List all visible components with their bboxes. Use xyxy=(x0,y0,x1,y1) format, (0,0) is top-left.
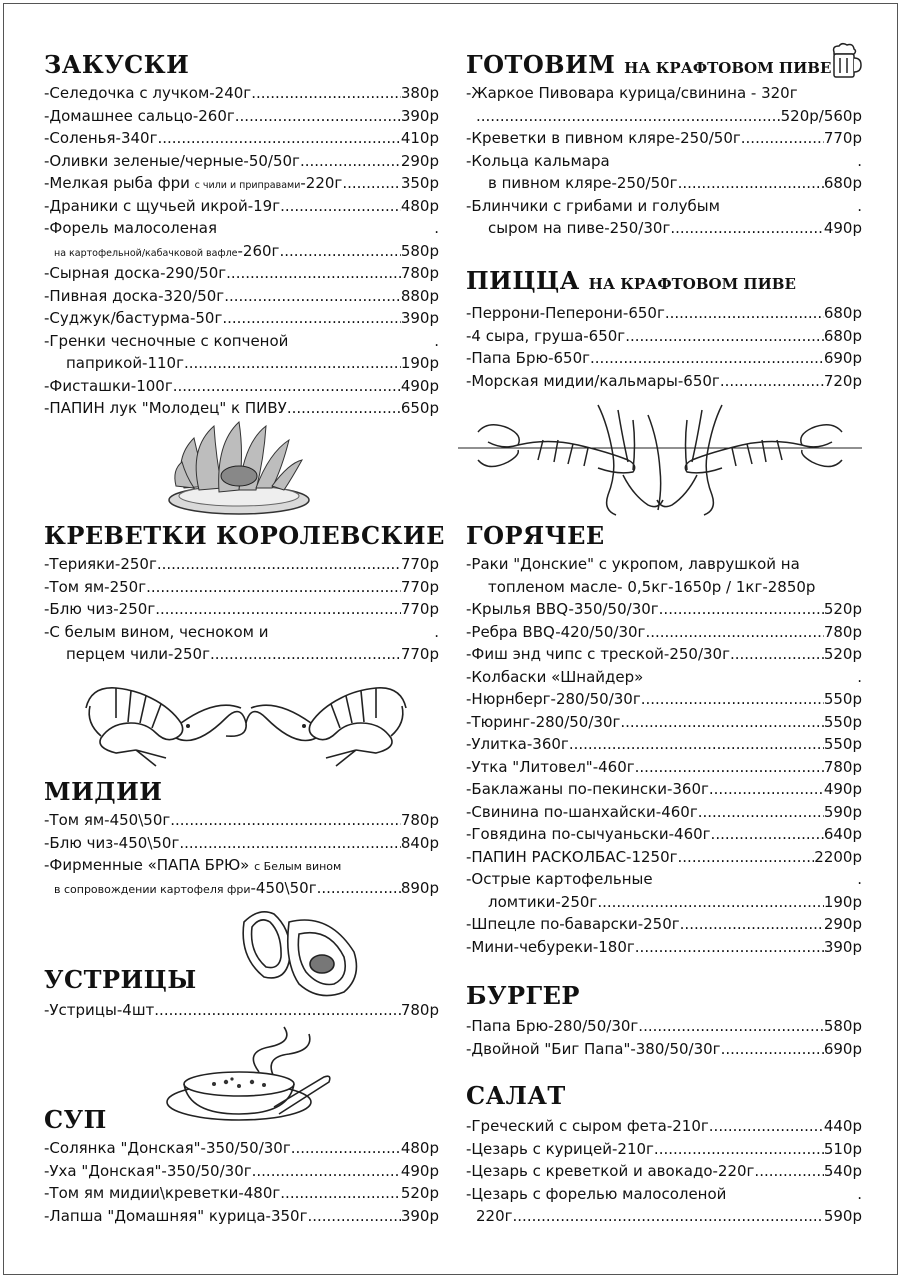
menu-item: -Тюринг-280/50/30г ..... 550р xyxy=(466,711,862,734)
menu-item: -Солянка "Донская"-350/50/30г ..... 480р xyxy=(44,1137,439,1160)
crayfish-icon xyxy=(458,400,862,518)
menu-item: -Колбаски «Шнайдер» . xyxy=(466,667,862,686)
section-ustritsy xyxy=(44,965,439,1022)
menu-item: -Блинчики с грибами и голубым . xyxy=(466,196,862,215)
menu-item: -Фисташки-100г ..... 490р xyxy=(44,375,439,398)
menu-item: -Оливки зеленые/черные-50/50г ..... 290р xyxy=(44,150,439,173)
menu-item: -Улитка-360г ..... 550р xyxy=(466,733,862,756)
menu-item: -Кольца кальмара . xyxy=(466,151,862,170)
menu-item: в сопровождении картофеля фри-450\50г ..... 890р xyxy=(44,877,439,900)
menu-item: -Блю чиз-450\50г ..... 840р xyxy=(44,832,439,855)
menu-item: -Цезарь с форелью малосоленой . xyxy=(466,1184,862,1203)
menu-item: -Фирменные «ПАПА БРЮ» с Белым вином xyxy=(44,856,342,874)
menu-item: ломтики-250г ..... 190р xyxy=(466,891,862,914)
section-title: УСТРИЦЫ xyxy=(44,965,197,994)
menu-item: -Баклажаны по-пекински-360г ..... 490р xyxy=(466,778,862,801)
menu-item: -Греческий с сыром фета-210г ..... 440р xyxy=(466,1115,862,1138)
menu-item: -Терияки-250г ..... 770р xyxy=(44,553,439,576)
section-title: БУРГЕР xyxy=(466,981,580,1010)
menu-item: -4 сыра, груша-650г ..... 680р xyxy=(466,325,862,348)
section-goryachee xyxy=(466,521,862,958)
section-gotovim xyxy=(466,50,862,240)
menu-item: -ПАПИН РАСКОЛБАС-1250г ..... 2200р xyxy=(466,846,862,869)
menu-item: -Острые картофельные . xyxy=(466,870,862,888)
menu-item: паприкой-110г ..... 190р xyxy=(44,352,439,375)
menu-item: -Утка "Литовел"-460г ..... 780р xyxy=(466,756,862,779)
menu-item: 220г ..... 590р xyxy=(466,1205,862,1228)
menu-item: топленом масле- 0,5кг-1650р / 1кг-2850р xyxy=(488,577,816,596)
menu-item: -Селедочка с лучком-240г ..... 380р xyxy=(44,82,439,105)
beer-mug-icon xyxy=(830,42,862,80)
section-title: СУП xyxy=(44,1105,107,1134)
menu-item: сыром на пиве-250/30г ..... 490р xyxy=(466,217,862,240)
menu-item: -Фиш энд чипс с треской-250/30г ..... 520р xyxy=(466,643,862,666)
menu-item: -Драники с щучьей икрой-19г ..... 480р xyxy=(44,195,439,218)
section-midii xyxy=(44,777,439,899)
section-zakuski xyxy=(44,50,439,420)
menu-item: -Домашнее сальцо-260г ..... 390р xyxy=(44,105,439,128)
menu-item: -Форель малосоленая . xyxy=(44,219,439,237)
bloomin-onion-icon xyxy=(164,418,314,518)
menu-item: -Блю чиз-250г ..... 770р xyxy=(44,598,439,621)
menu-item: -Двойной "Биг Папа"-380/50/30г ..... 690р xyxy=(466,1038,862,1061)
section-krevetki xyxy=(44,521,445,666)
menu-item: -Устрицы-4шт ..... 780р xyxy=(44,999,439,1022)
section-title: КРЕВЕТКИ КОРОЛЕВСКИЕ xyxy=(44,521,445,550)
section-sup xyxy=(44,1105,439,1227)
menu-item: -С белым вином, чесноком и . xyxy=(44,622,439,641)
menu-item: -Том ям-250г ..... 770р xyxy=(44,576,439,599)
menu-item: -Уха "Донская"-350/50/30г ..... 490р xyxy=(44,1160,439,1183)
section-salat xyxy=(466,1081,862,1228)
menu-item: -Лапша "Домашняя" курица-350г ..... 390р xyxy=(44,1205,439,1228)
menu-item: -Том ям-450\50г ..... 780р xyxy=(44,809,439,832)
menu-item: -Морская мидии/кальмары-650г ..... 720р xyxy=(466,370,862,393)
section-title: САЛАТ xyxy=(466,1081,566,1110)
menu-item: -Жаркое Пивовара курица/свинина - 320г xyxy=(466,84,798,102)
menu-item: -Папа Брю-650г ..... 690р xyxy=(466,347,862,370)
menu-item: -Гренки чесночные с копченой . xyxy=(44,331,439,350)
menu-item: -Мелкая рыба фри с чили и приправами-220г ..... 350р xyxy=(44,172,439,195)
menu-item: -Пивная доска-320/50г ..... 880р xyxy=(44,285,439,308)
menu-item: -Суджук/бастурма-50г ..... 390р xyxy=(44,307,439,330)
menu-item: -Том ям мидии\креветки-480г ..... 520р xyxy=(44,1182,439,1205)
menu-item: -Цезарь с курицей-210г ..... 510р xyxy=(466,1138,862,1161)
shrimp-icon xyxy=(76,678,416,768)
section-title: ГОРЯЧЕЕ xyxy=(466,521,605,550)
section-burger xyxy=(466,981,862,1060)
menu-item: -Мини-чебуреки-180г ..... 390р xyxy=(466,936,862,959)
section-title: ПИЦЦА НА КРАФТОВОМ ПИВЕ xyxy=(466,266,796,295)
section-title: ГОТОВИМ НА КРАФТОВОМ ПИВЕ xyxy=(466,50,832,79)
menu-item: -Говядина по-сычуаньски-460г ..... 640р xyxy=(466,823,862,846)
menu-item: -ПАПИН лук "Молодец" к ПИВУ ..... 650р xyxy=(44,397,439,420)
menu-item: на картофельной/кабачковой вафле-260г ..... 580р xyxy=(44,240,439,263)
menu-item: -Шпецле по-баварски-250г ..... 290р xyxy=(466,913,862,936)
menu-item: -Креветки в пивном кляре-250/50г ..... 770р xyxy=(466,127,862,150)
menu-item: -Свинина по-шанхайски-460г ..... 590р xyxy=(466,801,862,824)
section-title: ЗАКУСКИ xyxy=(44,50,190,79)
menu-item: -Нюрнберг-280/50/30г ..... 550р xyxy=(466,688,862,711)
menu-item: перцем чили-250г ..... 770р xyxy=(44,643,439,666)
section-title: МИДИИ xyxy=(44,777,163,806)
menu-item: -Сырная доска-290/50г ..... 780р xyxy=(44,262,439,285)
section-pizza xyxy=(466,266,862,392)
menu-item: -Раки "Донские" с укропом, лаврушкой на xyxy=(466,555,800,573)
menu-item: -Ребра BBQ-420/50/30г ..... 780р xyxy=(466,621,862,644)
menu-item: -Папа Брю-280/50/30г ..... 580р xyxy=(466,1015,862,1038)
menu-item: ..... 520р/560р xyxy=(466,105,862,128)
menu-item: -Цезарь с креветкой и авокадо-220г ..... 540р xyxy=(466,1160,862,1183)
menu-item: -Крылья BBQ-350/50/30г ..... 520р xyxy=(466,598,862,621)
menu-item: -Соленья-340г ..... 410р xyxy=(44,127,439,150)
menu-item: в пивном кляре-250/50г ..... 680р xyxy=(466,172,862,195)
menu-item: -Перрони-Пеперони-650г ..... 680р xyxy=(466,302,862,325)
